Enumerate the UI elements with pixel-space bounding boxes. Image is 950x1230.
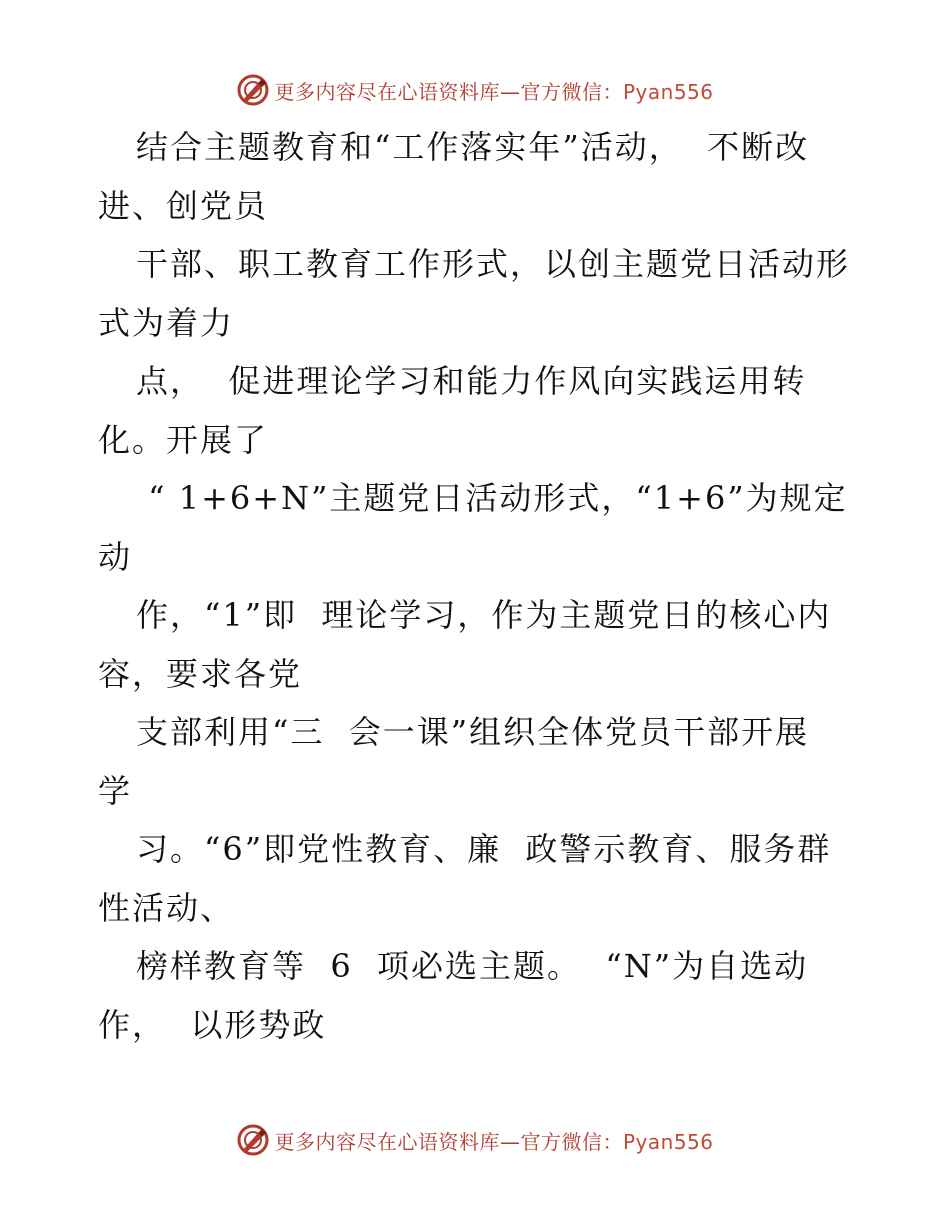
- footer-brand: 更多内容尽在心语资料库: [274, 1129, 500, 1154]
- document-body: [98, 118, 858, 1054]
- header-banner: [0, 70, 950, 110]
- header-banner-text: [274, 76, 713, 105]
- body-line: 化。开展了: [98, 420, 269, 459]
- footer-wechat-label: 官方微信：: [520, 1129, 623, 1154]
- body-line: 学: [98, 771, 133, 810]
- body-line: 式为着力: [98, 303, 235, 342]
- footer-handle: Pyan556: [622, 1129, 714, 1154]
- body-line: 支部利用“三 会一课”组织全体党员干部开展: [136, 713, 810, 751]
- body-line: 性活动、: [98, 888, 235, 927]
- body-line: 点， 促进理论学习和能力作风向实践运用转: [136, 362, 807, 400]
- footer-dash: —: [499, 1129, 521, 1154]
- header-handle: Pyan556: [622, 79, 714, 104]
- footer-banner: [0, 1120, 950, 1160]
- body-line: 容，要求各党: [98, 654, 303, 693]
- body-line: 动: [98, 537, 133, 576]
- footer-banner-text: [274, 1126, 713, 1155]
- pen-logo-icon: [236, 1123, 270, 1157]
- header-dash: —: [499, 79, 521, 104]
- body-line: 作，“1”即 理论学习，作为主题党日的核心内: [136, 596, 832, 634]
- body-line: 作， 以形势政: [98, 1005, 327, 1044]
- body-line: “ 1+6+N”主题党日活动形式，“1+6”为规定: [136, 479, 848, 517]
- pen-logo-icon: [236, 73, 270, 107]
- header-wechat-label: 官方微信：: [520, 79, 623, 104]
- body-line: 结合主题教育和“工作落实年”活动， 不断改: [136, 128, 810, 166]
- body-line: 榜样教育等 6 项必选主题。 “N”为自选动: [136, 947, 809, 985]
- body-line: 进、创党员: [98, 186, 269, 225]
- body-line: 习。“6”即党性教育、廉 政警示教育、服务群: [136, 830, 832, 868]
- header-brand: 更多内容尽在心语资料库: [274, 79, 500, 104]
- body-line: 干部、职工教育工作形式，以创主题党日活动形: [136, 245, 851, 283]
